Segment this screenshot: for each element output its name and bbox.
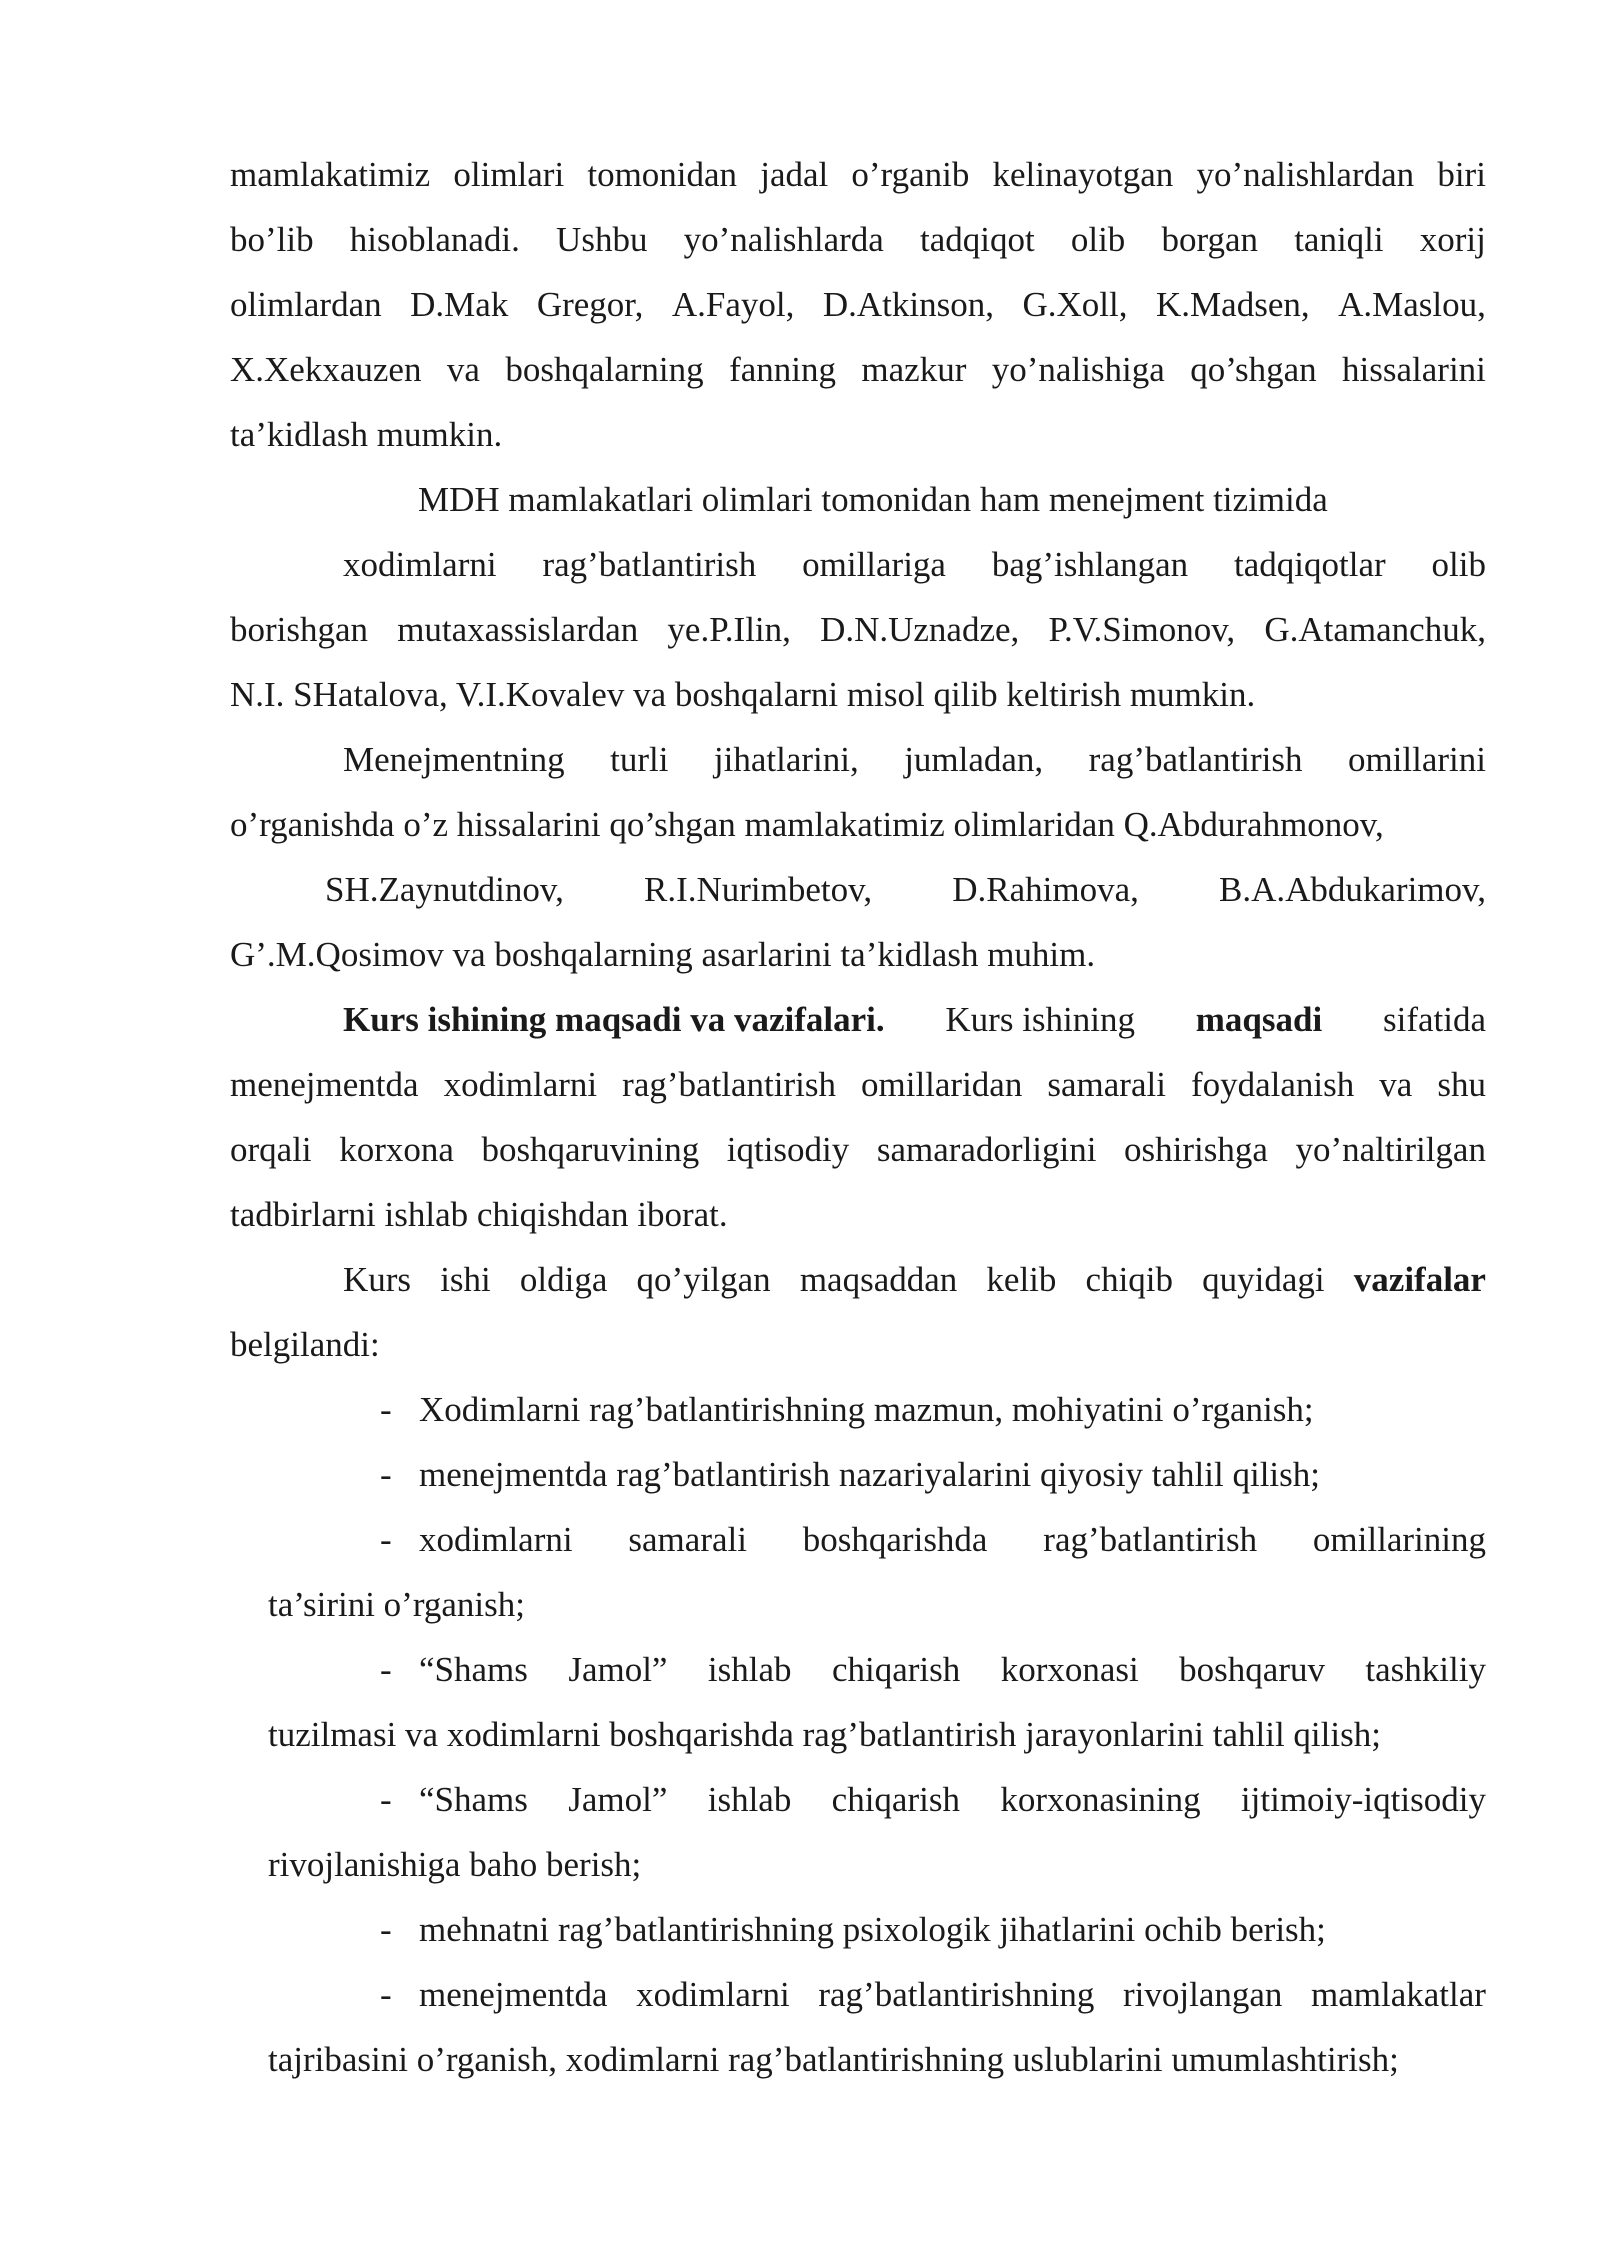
paragraph-2-line-3 [230, 612, 1486, 647]
word: borishgan [230, 610, 369, 649]
paragraph-3-line-2: o’rganishda o’z hissalarini qo’shgan mamlakatimiz olimlaridan Q.Abdurahmonov, [230, 805, 1384, 844]
word: D.Mak [410, 285, 509, 324]
paragraph-4-line-4: tadbirlarni ishlab chiqishdan iborat. [230, 1195, 728, 1234]
word: shu [1437, 1065, 1486, 1104]
word: D.Rahimova, [952, 870, 1139, 909]
word: olimlardan [230, 285, 382, 324]
word: X.Xekxauzen [230, 350, 422, 389]
word: jadal [760, 155, 829, 194]
word: menejmentda [419, 1975, 608, 2014]
word: ishlab [707, 1780, 792, 1819]
section-heading: Kurs ishining maqsadi va vazifalari. [343, 1000, 885, 1039]
word: Jamol” [568, 1650, 668, 1689]
word: Kurs [343, 1260, 412, 1299]
paragraph-2-line-4: N.I. SHatalova, V.I.Kovalev va boshqalarni misol qilib keltirish mumkin. [230, 675, 1256, 714]
list-item-7-line-2: tajribasini o’rganish, xodimlarni rag’batlantirishning uslublarini umumlashtirish; [268, 2040, 1399, 2079]
word: G.Xoll, [1022, 285, 1128, 324]
word: Menejmentning [343, 740, 565, 779]
word: boshqaruv [1179, 1650, 1325, 1689]
paragraph-1-line-1 [230, 157, 1486, 192]
word: rag’batlantirish [622, 1065, 836, 1104]
word: tadqiqotlar [1234, 545, 1386, 584]
word: borgan [1161, 220, 1259, 259]
word: ijtimoiy-iqtisodiy [1240, 1780, 1486, 1819]
word: turli [610, 740, 669, 779]
paragraph-1-line-2 [230, 222, 1486, 257]
word: A.Fayol, [671, 285, 795, 324]
paragraph-3-line-3 [325, 872, 1486, 907]
paragraph-2-line-2 [343, 547, 1486, 582]
list-item-5-line-1 [419, 1782, 1486, 1817]
word: boshqaruvining [481, 1130, 700, 1169]
word: chiqarish [831, 1780, 960, 1819]
paragraph-4-tail: sifatida [1382, 1000, 1486, 1039]
word: xodimlarni [443, 1065, 598, 1104]
word: ye.P.Ilin, [667, 610, 791, 649]
list-item-3-line-2: ta’sirini o’rganish; [268, 1585, 525, 1624]
word: qo’shgan [1190, 350, 1317, 389]
list-dash: - [380, 1455, 392, 1494]
word: olib [1431, 545, 1486, 584]
list-dash: - [380, 1520, 392, 1559]
word: K.Madsen, [1156, 285, 1310, 324]
word: fanning [729, 350, 836, 389]
word: yo’nalishlarda [683, 220, 884, 259]
word: tashkiliy [1365, 1650, 1486, 1689]
word: rivojlangan [1123, 1975, 1283, 2014]
list-item-6: mehnatni rag’batlantirishning psixologik jihatlarini ochib berish; [419, 1910, 1326, 1949]
word: samaradorligini [876, 1130, 1097, 1169]
word: rag’batlantirish [542, 545, 757, 584]
word: olimlari [453, 155, 565, 194]
word: G.Atamanchuk, [1264, 610, 1486, 649]
word: jumladan, [904, 740, 1044, 779]
word: mamlakatimiz [230, 155, 431, 194]
word: oshirishga [1124, 1130, 1268, 1169]
word: va [446, 350, 480, 389]
word: quyidagi [1202, 1260, 1325, 1299]
word: maqsaddan [799, 1260, 958, 1299]
word: B.A.Abdukarimov, [1218, 870, 1486, 909]
word: Gregor, [536, 285, 644, 324]
word: korxonasining [1000, 1780, 1201, 1819]
word: chiqarish [831, 1650, 961, 1689]
word: rag’batlantirishning [818, 1975, 1095, 2014]
word: omillarining [1312, 1520, 1486, 1559]
paragraph-5-line-2: belgilandi: [230, 1325, 380, 1364]
word: jihatlarini, [713, 740, 859, 779]
word: samarali [628, 1520, 747, 1559]
word: oldiga [519, 1260, 608, 1299]
paragraph-1-line-4 [230, 352, 1486, 387]
word: va [1379, 1065, 1413, 1104]
word: xodimlarni [343, 545, 497, 584]
list-item-3-line-1 [419, 1522, 1486, 1557]
word: korxona [339, 1130, 454, 1169]
word: qo’yilgan [636, 1260, 771, 1299]
word: rag’batlantirish [1043, 1520, 1258, 1559]
paragraph-3-line-4: G’.M.Qosimov va boshqalarning asarlarini ta’kidlash muhim. [230, 935, 1096, 974]
word: tadqiqot [919, 220, 1035, 259]
word: P.V.Simonov, [1048, 610, 1236, 649]
word: xorij [1419, 220, 1486, 259]
list-item-4-line-1 [419, 1652, 1486, 1687]
word: kelib [986, 1260, 1057, 1299]
paragraph-2-line-1: MDH mamlakatlari olimlari tomonidan ham menejment tizimida [418, 480, 1328, 519]
word: orqali [230, 1130, 312, 1169]
word: bo’lib [230, 220, 314, 259]
word: mazkur [861, 350, 967, 389]
paragraph-1-line-3 [230, 287, 1486, 322]
word: mamlakatlar [1311, 1975, 1486, 2014]
word: R.I.Nurimbetov, [643, 870, 873, 909]
word: A.Maslou, [1338, 285, 1486, 324]
word: taniqli [1294, 220, 1384, 259]
paragraph-1-line-5: ta’kidlash mumkin. [230, 415, 503, 454]
word: tomonidan [587, 155, 738, 194]
word: olib [1070, 220, 1126, 259]
word: xodimlarni [419, 1520, 573, 1559]
maqsadi-term: maqsadi [1195, 1000, 1323, 1039]
word: menejmentda [230, 1065, 419, 1104]
word: SH.Zaynutdinov, [325, 870, 564, 909]
paragraph-3-line-1 [343, 742, 1486, 777]
word: yo’naltirilgan [1295, 1130, 1486, 1169]
vazifalar-term: vazifalar [1353, 1260, 1486, 1299]
word: ishlab [707, 1650, 792, 1689]
paragraph-4-line-3 [230, 1132, 1486, 1167]
list-item-5-line-2: rivojlanishiga baho berish; [268, 1845, 642, 1884]
word: “Shams [419, 1650, 528, 1689]
word: boshqarishda [802, 1520, 988, 1559]
word: hisoblanadi. [349, 220, 520, 259]
list-item-2: menejmentda rag’batlantirish nazariyalarini qiyosiy tahlil qilish; [419, 1455, 1320, 1494]
paragraph-4-line-2 [230, 1067, 1486, 1102]
word: samarali [1047, 1065, 1166, 1104]
word: iqtisodiy [726, 1130, 850, 1169]
word: Jamol” [568, 1780, 668, 1819]
word: ishi [440, 1260, 491, 1299]
word: kelinayotgan [992, 155, 1174, 194]
word: omillarini [1347, 740, 1486, 779]
word: bag’ishlangan [991, 545, 1189, 584]
paragraph-4-line-1 [343, 1002, 1486, 1037]
list-dash: - [380, 1780, 392, 1819]
word: o’rganib [851, 155, 970, 194]
word: yo’nalishlardan [1196, 155, 1415, 194]
list-item-4-line-2: tuzilmasi va xodimlarni boshqarishda rag’batlantirish jarayonlarini tahlil qilish; [268, 1715, 1381, 1754]
paragraph-5-line-1 [343, 1262, 1486, 1297]
word: yo’nalishiga [991, 350, 1165, 389]
list-dash: - [380, 1910, 392, 1949]
list-dash: - [380, 1650, 392, 1689]
word: mutaxassislardan [397, 610, 639, 649]
word: D.N.Uznadze, [820, 610, 1020, 649]
word: biri [1437, 155, 1486, 194]
word: foydalanish [1190, 1065, 1355, 1104]
word: D.Atkinson, [822, 285, 994, 324]
word: omillariga [802, 545, 946, 584]
list-item-1: Xodimlarni rag’batlantirishning mazmun, mohiyatini o’rganish; [419, 1390, 1314, 1429]
word: korxonasi [1000, 1650, 1139, 1689]
word: Ushbu [556, 220, 648, 259]
word: “Shams [419, 1780, 528, 1819]
word: rag’batlantirish [1088, 740, 1303, 779]
word: omillaridan [861, 1065, 1023, 1104]
list-item-7-line-1 [419, 1977, 1486, 2012]
word: hissalarini [1342, 350, 1486, 389]
list-dash: - [380, 1975, 392, 2014]
word: chiqib [1085, 1260, 1174, 1299]
paragraph-4-intro: Kurs ishining [945, 1000, 1135, 1039]
word: boshqalarning [505, 350, 704, 389]
list-dash: - [380, 1390, 392, 1429]
word: xodimlarni [636, 1975, 790, 2014]
